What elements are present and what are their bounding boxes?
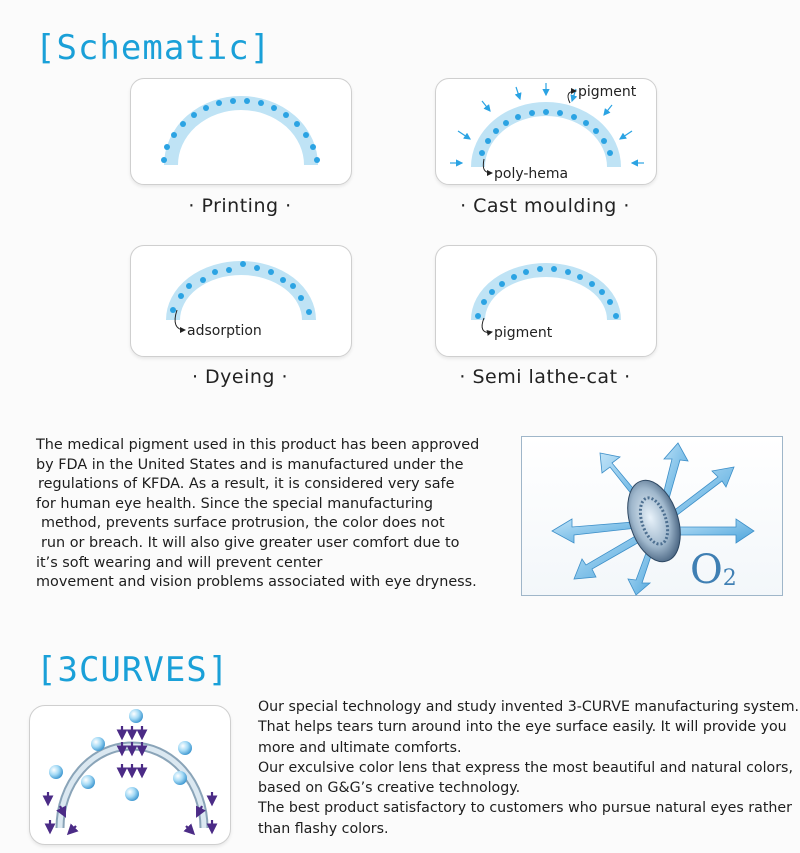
printing-caption: · Printing · <box>188 195 292 217</box>
curves-line: That helps tears turn around into the eye surface easily. It will provide you <box>258 719 787 736</box>
curves-line: than flashy colors. <box>258 820 389 837</box>
fda-line: for human eye health. Since the special manufacturing <box>36 495 434 512</box>
lens-arc <box>173 268 309 320</box>
cast-moulding-diagram-card <box>435 78 657 185</box>
curves-line: Our special technology and study invented 3-CURVE manufacturing system. <box>258 699 800 715</box>
fda-line: regulations of KFDA. As a result, it is considered very safe <box>38 476 455 493</box>
curves-paragraph <box>258 697 800 839</box>
fda-line: it’s soft wearing and will prevent center <box>36 554 323 571</box>
fda-line: method, prevents surface protrusion, the color does not <box>41 515 445 532</box>
lens-arc <box>171 103 311 165</box>
curves-line: more and ultimate comforts. <box>258 739 462 756</box>
cast-moulding-caption: · Cast moulding · <box>460 195 630 217</box>
fda-line: run or breach. It will also give greater user comfort due to <box>41 534 460 551</box>
semi-lathe-cat-caption: · Semi lathe-cat · <box>459 366 631 388</box>
fda-line: by FDA in the United States and is manufactured under the <box>36 456 464 473</box>
dyeing-caption: · Dyeing · <box>191 366 289 388</box>
semi-lathe-cat-diagram <box>436 246 656 356</box>
printing-diagram <box>131 79 351 184</box>
three-curve-diagram-card <box>29 705 231 845</box>
poly-hema-label: poly-hema <box>494 166 569 182</box>
lens-arc <box>478 270 614 320</box>
pigment-label: pigment <box>494 325 553 341</box>
fda-line: movement and vision problems associated with eye dryness. <box>36 574 477 591</box>
lens-arc <box>478 109 614 167</box>
curves-line: The best product satisfactory to customers who pursue natural eyes rather <box>258 800 792 817</box>
schematic-heading: [Schematic] <box>35 28 272 68</box>
three-curve-diagram <box>30 706 230 844</box>
oxygen-symbol: O2 <box>690 547 737 593</box>
adsorption-label: adsorption <box>187 323 262 339</box>
printing-diagram-card <box>130 78 352 185</box>
dyeing-diagram <box>131 246 351 356</box>
curves-heading: [3CURVES] <box>36 650 230 690</box>
fda-line: The medical pigment used in this product has been approved <box>36 437 480 453</box>
cast-moulding-diagram <box>436 79 656 184</box>
curves-line: based on G&G’s creative technology. <box>258 780 521 797</box>
pigment-label: pigment <box>578 84 637 100</box>
oxygen-illustration <box>521 436 783 596</box>
semi-lathe-cat-diagram-card <box>435 245 657 357</box>
dyeing-diagram-card <box>130 245 352 357</box>
fda-paragraph <box>36 436 496 593</box>
curves-line: Our exculsive color lens that express the most beautiful and natural colors, <box>258 759 793 776</box>
